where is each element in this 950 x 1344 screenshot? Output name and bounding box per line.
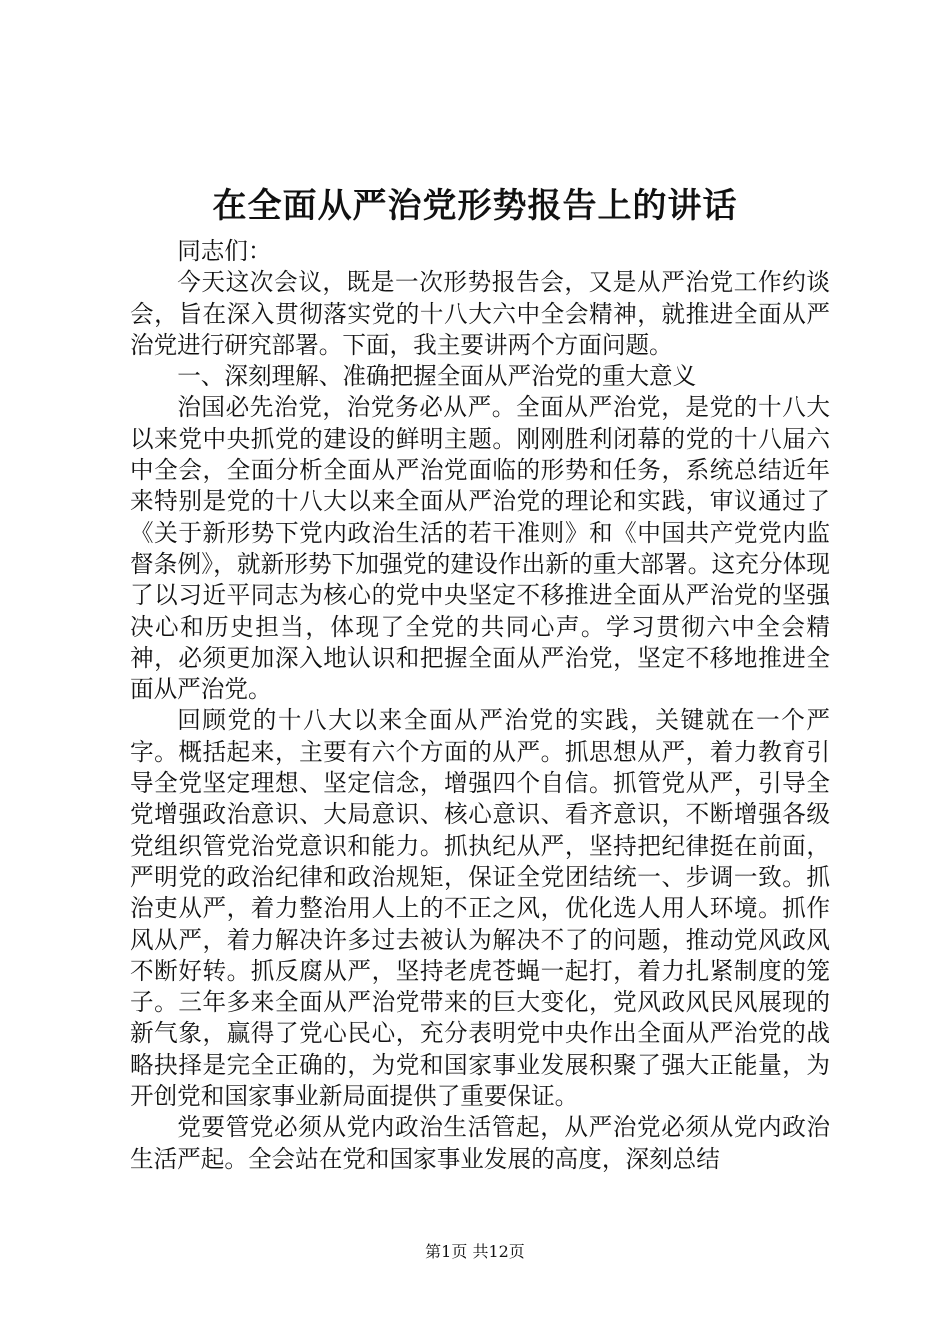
paragraph-political-life: 党要管党必须从党内政治生活管起，从严治党必须从党内政治生活严起。全会站在党和国家事业发展的高度，深刻总结	[130, 1113, 830, 1173]
paragraph-salutation: 同志们：	[177, 237, 272, 265]
document-title: 在全面从严治党形势报告上的讲话	[212, 186, 738, 226]
document-body	[130, 236, 830, 1175]
page-footer: 第1页 共12页	[425, 1242, 525, 1261]
paragraph-intro: 今天这次会议，既是一次形势报告会，又是从严治党工作约谈会，旨在深入贯彻落实党的十八大六中全会精神，就推进全面从严治党进行研究部署。下面，我主要讲两个方面问题。	[130, 268, 830, 359]
paragraph-review: 回顾党的十八大以来全面从严治党的实践，关键就在一个严字。概括起来，主要有六个方面的从严。抓思想从严，着力教育引导全党坚定理想、坚定信念，增强四个自信。抓管党从严，引导全党增强政治意识、大局意识、核心意识、看齐意识，不断增强各级党组织管党治党意识和能力。抓执纪从严，坚持把纪律挺在前面，严明党的政治纪律和政治规矩，保证全党团结统一、步调一致。抓治吏从严，着力整治用人上的不正之风，优化选人用人环境。抓作风从严，着力解决许多过去被认为解决不了的问题，推动党风政风不断好转。抓反腐从严，坚持老虎苍蝇一起打，着力扎紧制度的笼子。三年多来全面从严治党带来的巨大变化，党风政风民风展现的新气象，赢得了党心民心，充分表明党中央作出全面从严治党的战略抉择是完全正确的，为党和国家事业发展积聚了强大正能量，为开创党和国家事业新局面提供了重要保证。	[130, 706, 830, 1111]
section-heading-1: 一、深刻理解、准确把握全面从严治党的重大意义	[177, 362, 697, 391]
paragraph-significance: 治国必先治党，治党务必从严。全面从严治党，是党的十八大以来党中央抓党的建设的鲜明主题。刚刚胜利闭幕的党的十八届六中全会，全面分析全面从严治党面临的形势和任务，系统总结近年来特别是党的十八大以来全面从严治党的理论和实践，审议通过了《关于新形势下党内政治生活的若干准则》和《中国共产党党内监督条例》，就新形势下加强党的建设作出新的重大部署。这充分体现了以习近平同志为核心的党中央坚定不移推进全面从严治党的坚强决心和历史担当，体现了全党的共同心声。学习贯彻六中全会精神，必须更加深入地认识和把握全面从严治党，坚定不移地推进全面从严治党。	[130, 393, 830, 704]
